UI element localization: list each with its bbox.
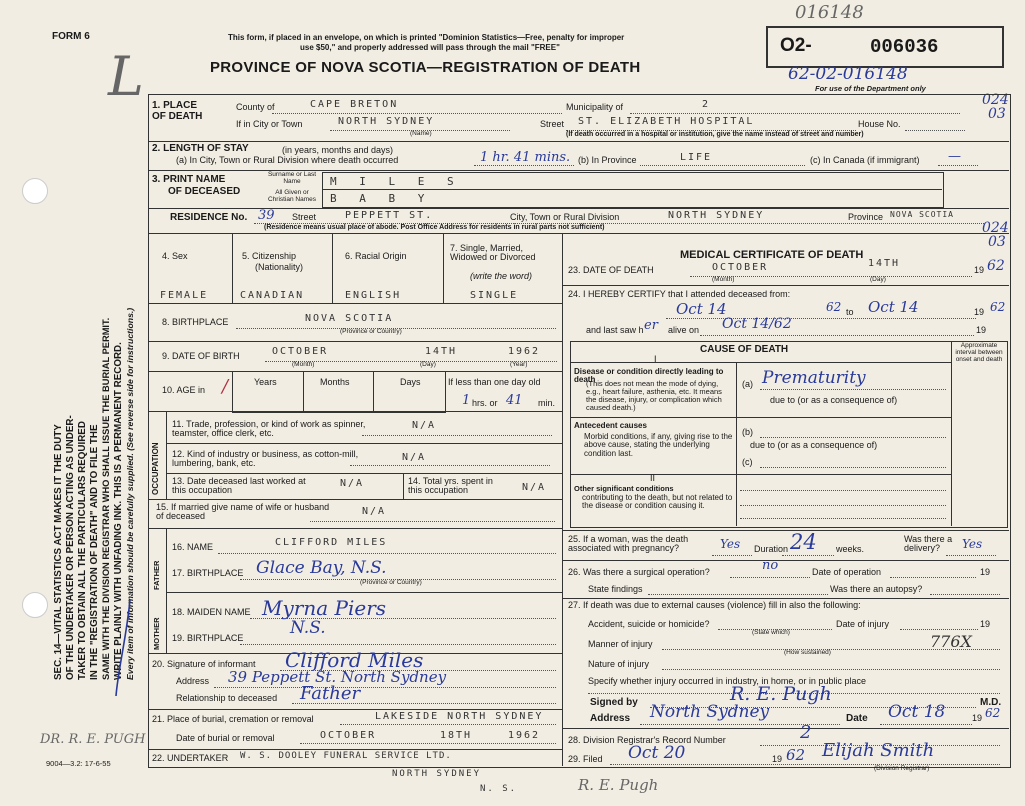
f24-label: 24. I HEREBY CERTIFY that I attended deceased from: — [568, 289, 791, 299]
caption: (Year) — [510, 361, 528, 368]
form-title: PROVINCE OF NOVA SCOTIA—REGISTRATION OF DEATH — [210, 59, 641, 76]
f25-delivery: Yes — [962, 537, 983, 551]
f10-min: 41 — [506, 393, 523, 408]
f26-date-label: Date of operation — [812, 567, 882, 577]
f2-c-label: (c) In Canada (if immigrant) — [810, 155, 920, 165]
f17-label: 17. BIRTHPLACE — [172, 568, 244, 578]
f27-date-label: Date of injury — [836, 619, 890, 629]
f13-label: 13. Date deceased last worked at this occupation — [172, 476, 306, 496]
year-prefix: 19 — [976, 325, 987, 335]
mother-label: MOTHER — [152, 617, 161, 650]
date-label: Date — [846, 713, 868, 724]
date-year-prefix: 19 — [972, 713, 983, 723]
year-prefix: 19 — [974, 307, 985, 317]
f4-label: 4. Sex — [162, 251, 188, 261]
dept-code: 024 — [982, 220, 1009, 236]
stamp-number: 016148 — [795, 2, 864, 23]
envelope-notice: This form, if placed in an envelope, on which is printed "Dominion Statistics—Free, penalty for improper — [228, 33, 625, 42]
f6-value: ENGLISH — [345, 290, 402, 301]
county-label: County of — [236, 102, 275, 112]
f22-label: 22. UNDERTAKER — [152, 753, 229, 763]
city-label: If in City or Town — [236, 119, 303, 129]
residence-street-label: Street — [292, 212, 317, 222]
f12-label: 12. Kind of industry or business, as cotton-mill, lumbering, bank, etc. — [172, 449, 359, 469]
f1-label: 1. PLACE OF DEATH — [152, 100, 203, 122]
given-label: All Given or Christian Names — [267, 189, 317, 203]
reg-number: 006036 — [870, 36, 939, 58]
reg-number-prefix: O2- — [780, 35, 812, 56]
medical-title: MEDICAL CERTIFICATE OF DEATH — [680, 249, 864, 261]
f9-month: OCTOBER — [272, 346, 329, 357]
antecedent-label: Antecedent causes — [574, 421, 647, 430]
caption: (Division Registrar) — [874, 765, 930, 772]
residence-note: (Residence means usual place of abode. Post Office Address for residents in rural parts not sufficient) — [264, 224, 605, 231]
f13-value: N/A — [340, 478, 365, 489]
form-code: 9004—3.2: 17-6-55 — [46, 759, 111, 768]
f5-value: CANADIAN — [240, 290, 305, 301]
residence-city-label: City, Town or Rural Division — [510, 212, 620, 222]
f2-label: 2. LENGTH OF STAY — [152, 143, 249, 154]
signed-value: R. E. Pugh — [730, 683, 832, 705]
f23-label: 23. DATE OF DEATH — [568, 265, 654, 275]
cause-interval: Approximate interval between onset and death — [955, 342, 1003, 363]
f21-date-label: Date of burial or removal — [176, 733, 275, 743]
cause-direct-note: (This does not mean the mode of dying, e.g., heart failure, asthenia, etc. It means the disease, injury, or complication which caused death.) — [586, 379, 722, 412]
street-label: Street — [540, 119, 565, 129]
side-instruction: IN THE "REGISTRATION OF DEATH" AND TO FILE THE — [89, 424, 100, 680]
f24-saw-label: and last saw h — [586, 325, 644, 335]
f10-hrs: 1 — [462, 393, 471, 408]
dept-code: 024 — [982, 92, 1009, 108]
f23-year: 62 — [987, 258, 1005, 274]
f16-value: CLIFFORD MILES — [275, 537, 388, 548]
year-prefix: 19 — [980, 567, 991, 577]
f9-day: 14TH — [425, 346, 458, 357]
form-label: FORM 6 — [52, 31, 90, 42]
f15-value: N/A — [362, 506, 387, 517]
f7-label: 7. Single, Married, Widowed or Divorced — [450, 243, 536, 263]
f5-label: 5. Citizenship — [242, 251, 297, 261]
f24-from: Oct 14 — [676, 300, 727, 318]
given-value: B A B Y — [330, 192, 433, 205]
f29-registrar: Elijah Smith — [822, 740, 935, 761]
f20-address: 39 Peppett St. North Sydney — [228, 668, 447, 686]
f10-label: 10. AGE in — [162, 385, 206, 395]
f25-label: 25. If a woman, was the death associated with pregnancy? — [568, 534, 689, 554]
street-value: ST. ELIZABETH HOSPITAL — [578, 116, 755, 127]
f11-label: 11. Trade, profession, or kind of work as spinner, teamster, office clerk, etc. — [172, 419, 366, 439]
caption: (Month) — [712, 276, 735, 283]
date-value: Oct 18 — [888, 702, 946, 722]
f2-b-label: (b) In Province — [578, 155, 637, 165]
f22-value: W. S. DOOLEY FUNERAL SERVICE LTD. — [240, 751, 452, 761]
md-label: M.D. — [980, 697, 1002, 708]
residence-province: NOVA SCOTIA — [890, 210, 954, 219]
f14-label: 14. Total yrs. spent in this occupation — [408, 476, 493, 496]
address-label: Address — [590, 713, 631, 724]
municipality-label: Municipality of — [566, 102, 624, 112]
f4-value: FEMALE — [160, 290, 209, 301]
municipality-value: 2 — [702, 99, 711, 110]
reg-number-handwritten: 62-02-016148 — [788, 64, 908, 84]
f21-label: 21. Place of burial, cremation or removal — [152, 714, 314, 724]
f18-label: 18. MAIDEN NAME — [172, 607, 251, 617]
f7-sub: (write the word) — [470, 271, 533, 281]
county-value: CAPE BRETON — [310, 99, 399, 110]
address-value: North Sydney — [650, 702, 770, 722]
f5-sub: (Nationality) — [255, 262, 304, 272]
father-label: FATHER — [152, 560, 161, 590]
f20-label: 20. Signature of informant — [152, 659, 256, 669]
occupation-label: OCCUPATION — [151, 442, 160, 495]
f27-nature-label: Nature of injury — [588, 659, 650, 669]
f18-value: Myrna Piers — [262, 596, 387, 620]
residence-province-label: Province — [848, 212, 884, 222]
date-year: 62 — [985, 706, 1001, 720]
other-note: contributing to the death, but not related to the disease or condition causing it. — [582, 493, 733, 511]
f21-date-year: 1962 — [508, 730, 541, 741]
f29-year: 62 — [786, 746, 806, 764]
dept-use-label: For use of the Department only — [815, 84, 926, 93]
f2-c-value: — — [948, 149, 961, 164]
f27-manner-code: 776X — [930, 632, 972, 651]
f23-month: OCTOBER — [712, 262, 769, 273]
f8-value: NOVA SCOTIA — [305, 313, 394, 324]
f24-alive: Oct 14/62 — [722, 316, 792, 332]
f16-label: 16. NAME — [172, 542, 214, 552]
f2-sub: (in years, months and days) — [282, 145, 394, 155]
f25-duration-label: Duration — [754, 544, 789, 554]
f24-to-label: to — [846, 307, 854, 317]
f19-label: 19. BIRTHPLACE — [172, 633, 244, 643]
cause-title: CAUSE OF DEATH — [700, 344, 789, 355]
f23-year-prefix: 19 — [974, 265, 985, 275]
f25-delivery-label: Was there a delivery? — [904, 534, 953, 554]
cause-II: II — [650, 473, 656, 483]
caption: (How sustained) — [784, 649, 831, 656]
cause-I: I — [654, 354, 657, 364]
f10-days: Days — [400, 377, 421, 387]
bottom-signature: R. E. Pugh — [578, 776, 659, 794]
f2-b-value: LIFE — [680, 152, 713, 163]
f28-label: 28. Division Registrar's Record Number — [568, 735, 726, 745]
f23-day: 14TH — [868, 258, 901, 269]
f27-label: 27. If death was due to external causes (violence) fill in also the following: — [568, 600, 861, 610]
f19-value: N.S. — [290, 618, 326, 638]
pen-tick: / — [222, 376, 229, 397]
side-instruction: OF THE UNDERTAKER OR PERSON ACTING AS UNDER- — [65, 415, 76, 680]
f20-relationship: Father — [300, 683, 361, 704]
caption: (Day) — [420, 361, 436, 368]
f29-value: Oct 20 — [628, 743, 686, 763]
residence-label: RESIDENCE No. — [170, 212, 248, 223]
f8-label: 8. BIRTHPLACE — [162, 317, 229, 327]
f7-value: SINGLE — [470, 290, 519, 301]
side-instruction: Every item of information should be carefully supplied. (See reverse side for instructions.) — [125, 307, 135, 680]
f25-weeks: weeks. — [836, 544, 865, 554]
antecedent-note: Morbid conditions, if any, giving rise to the above cause, stating the underlying condition last. — [584, 432, 733, 458]
f10-less: If less than one day old — [448, 377, 541, 387]
side-instruction: TAKER TO OBTAIN ALL THE PARTICULARS REQUIRED — [77, 421, 88, 680]
pen-stroke — [100, 600, 140, 700]
surname-label: Surname or Last Name — [267, 171, 317, 185]
f26-autopsy-label: Was there an autopsy? — [830, 584, 923, 594]
f1-note: (If death occurred in a hospital or institution, give the name instead of street and number) — [566, 131, 864, 138]
dept-code: 03 — [988, 106, 1006, 122]
caption: (State which) — [752, 629, 790, 636]
caption: (Province or Country) — [360, 579, 422, 586]
f10-hrs-label: hrs. or — [472, 398, 498, 408]
f21-date-day: 18TH — [440, 730, 473, 741]
f25-value: Yes — [720, 537, 741, 551]
f26-label: 26. Was there a surgical operation? — [568, 567, 710, 577]
f9-label: 9. DATE OF BIRTH — [162, 351, 240, 361]
f24-from-year: 62 — [826, 300, 842, 314]
side-instruction: SEC. 14—VITAL STATISTICS ACT MAKES IT THE DUTY — [53, 424, 64, 680]
f26-value: no — [762, 558, 779, 573]
f24-to: Oct 14 — [868, 298, 919, 316]
f21-date-month: OCTOBER — [320, 730, 377, 741]
caption: (Day) — [870, 276, 886, 283]
f10-years: Years — [254, 377, 277, 387]
f10-months: Months — [320, 377, 350, 387]
residence-street: PEPPETT ST. — [345, 210, 434, 221]
side-instruction: SAME WITH THE DIVISION REGISTRAR WHO SHALL ISSUE THE BURIAL PERMIT. — [101, 317, 111, 680]
f14-value: N/A — [522, 482, 547, 493]
cause-due: due to (or as a consequence of) — [750, 440, 878, 450]
f3-label: 3. PRINT NAME — [152, 174, 226, 185]
f24-alive-label: alive on — [668, 325, 700, 335]
cause-due: due to (or as a consequence of) — [770, 395, 898, 405]
cause-b-label: (b) — [742, 427, 753, 437]
cause-a: Prematurity — [762, 368, 866, 388]
f15-label: 15. If married give name of wife or husband of deceased — [156, 502, 330, 522]
f6-label: 6. Racial Origin — [345, 251, 407, 261]
bottom-left-pencil: DR. R. E. PUGH — [40, 732, 146, 747]
f3-label: OF DECEASED — [168, 186, 241, 197]
f2-a-value: 1 hr. 41 mins. — [480, 150, 571, 165]
cause-a-label: (a) — [742, 379, 753, 389]
punch-hole — [22, 178, 48, 204]
envelope-notice: use $50," and properly addressed will pass through the mail "FREE" — [300, 43, 560, 52]
f20-address-label: Address — [176, 676, 210, 686]
punch-hole — [22, 592, 48, 618]
caption: (Month) — [292, 361, 315, 368]
f24-to-year: 62 — [990, 300, 1006, 314]
f10-min-label: min. — [538, 398, 556, 408]
house-label: House No. — [858, 119, 901, 129]
signed-label: Signed by — [590, 697, 638, 708]
cause-direct-label: Disease or condition directly leading to death — [574, 367, 724, 385]
other-label: Other significant conditions — [574, 484, 674, 493]
caption: (Province or Country) — [340, 328, 402, 335]
f24-saw: er — [644, 318, 658, 333]
side-instruction: WRITE PLAINLY WITH UNFADING INK. THIS IS A PERMANENT RECORD. — [113, 342, 124, 680]
f25-duration: 24 — [790, 530, 817, 554]
f22-extra2: N. S. — [480, 784, 518, 794]
f12-value: N/A — [402, 452, 427, 463]
dept-code: 03 — [988, 234, 1006, 250]
residence-city: NORTH SYDNEY — [668, 210, 765, 221]
surname-value: M I L E S — [330, 175, 462, 188]
f17-value: Glace Bay, N.S. — [256, 558, 387, 578]
f26-findings-label: State findings — [588, 584, 643, 594]
cause-c-label: (c) — [742, 457, 753, 467]
f2-a-label: (a) In City, Town or Rural Division where death occurred — [176, 155, 399, 165]
f21-value: LAKESIDE NORTH SYDNEY — [375, 711, 544, 722]
f27-accident-label: Accident, suicide or homicide? — [588, 619, 710, 629]
year-prefix: 19 — [980, 619, 991, 629]
city-value: NORTH SYDNEY — [338, 116, 435, 127]
f28-value: 2 — [800, 722, 812, 743]
f20-value: Clifford Miles — [285, 648, 424, 672]
f27-manner-label: Manner of injury — [588, 639, 653, 649]
residence-no: 39 — [258, 208, 275, 223]
year-prefix: 19 — [772, 754, 783, 764]
caption: (Name) — [410, 130, 432, 137]
f20-relationship-label: Relationship to deceased — [176, 693, 278, 703]
pen-mark: L — [108, 45, 144, 108]
f29-label: 29. Filed — [568, 754, 603, 764]
f22-extra: NORTH SYDNEY — [392, 769, 482, 779]
f27-industry-label: Specify whether injury occurred in industry, in home, or in public place — [588, 676, 866, 686]
f9-year: 1962 — [508, 346, 541, 357]
f11-value: N/A — [412, 420, 437, 431]
